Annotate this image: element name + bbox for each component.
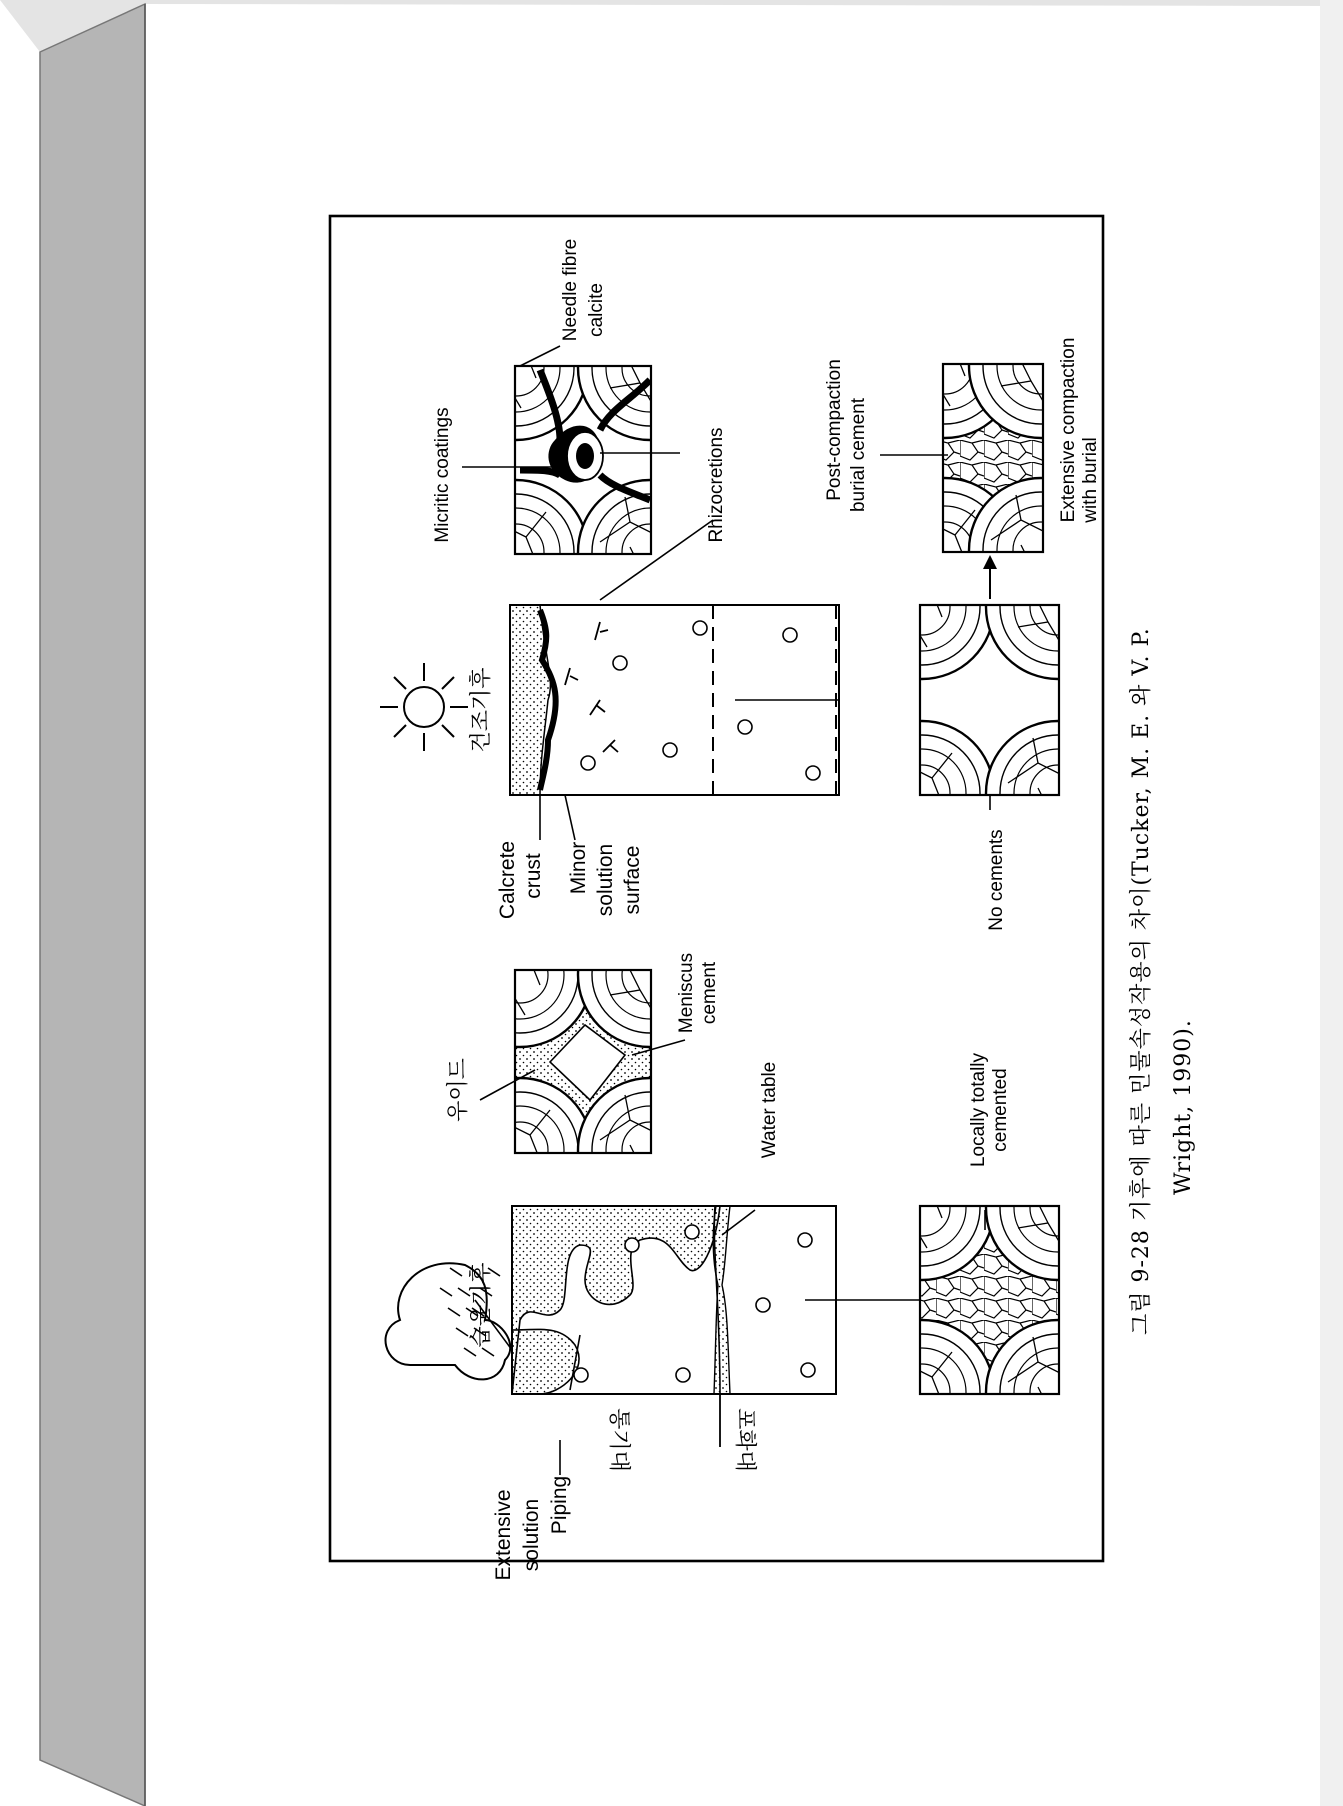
arid-profile bbox=[510, 605, 839, 795]
label-extensive-solution-2: solution bbox=[520, 1498, 543, 1572]
label-minor-solution-2: solution bbox=[594, 843, 617, 917]
label-post-compaction-2: burial cement bbox=[848, 397, 869, 513]
label-water-table: Water table bbox=[759, 1061, 780, 1159]
humid-phreatic-detail bbox=[805, 1136, 1130, 1464]
arid-vadose-detail bbox=[444, 296, 722, 624]
label-humid-climate: 습윤기후 bbox=[469, 1262, 494, 1348]
label-piping: Piping bbox=[548, 1475, 571, 1535]
sun-icon bbox=[380, 663, 468, 751]
label-meniscus-cement-1: Meniscus bbox=[676, 952, 697, 1034]
label-no-cements: No cements bbox=[986, 829, 1007, 931]
label-micritic-coatings: Micritic coatings bbox=[432, 407, 453, 543]
arrow-up-icon bbox=[983, 555, 997, 599]
caption-line-2: Wright, 1990). bbox=[1171, 1019, 1196, 1195]
humid-vadose-grains bbox=[448, 903, 722, 1222]
label-post-compaction-1: Post-compaction bbox=[824, 359, 845, 501]
label-extensive-compaction-2: with burial bbox=[1080, 437, 1101, 523]
caption-line-1: 그림 9-28 기후에 따른 민물속성작용의 차이(Tucker, M. E. 와 V. P. bbox=[1129, 627, 1154, 1335]
label-extensive-solution-1: Extensive bbox=[492, 1489, 515, 1581]
humid-profile bbox=[512, 1206, 836, 1447]
label-meniscus-cement-2: cement bbox=[699, 961, 720, 1025]
label-minor-solution-3: surface bbox=[621, 845, 644, 915]
label-locally-cemented-2: cemented bbox=[990, 1068, 1011, 1152]
label-calcrete-crust-1: Calcrete bbox=[496, 840, 519, 920]
label-minor-solution-1: Minor bbox=[567, 841, 590, 895]
label-void: 우이드 bbox=[446, 1058, 471, 1122]
label-calcrete-crust-2: crust bbox=[522, 853, 545, 899]
label-vadose-zone: 통기대 bbox=[606, 1408, 631, 1472]
label-phreatic-zone: 포화대 bbox=[732, 1408, 757, 1472]
label-rhizocretions: Rhizocretions bbox=[706, 427, 727, 543]
label-needle-fibre-1: Needle fibre bbox=[560, 238, 581, 342]
label-needle-fibre-2: calcite bbox=[586, 283, 607, 337]
label-locally-cemented-1: Locally totally bbox=[968, 1052, 989, 1168]
label-extensive-compaction-1: Extensive compaction bbox=[1058, 337, 1079, 523]
label-arid-climate: 건조기후 bbox=[469, 667, 494, 753]
